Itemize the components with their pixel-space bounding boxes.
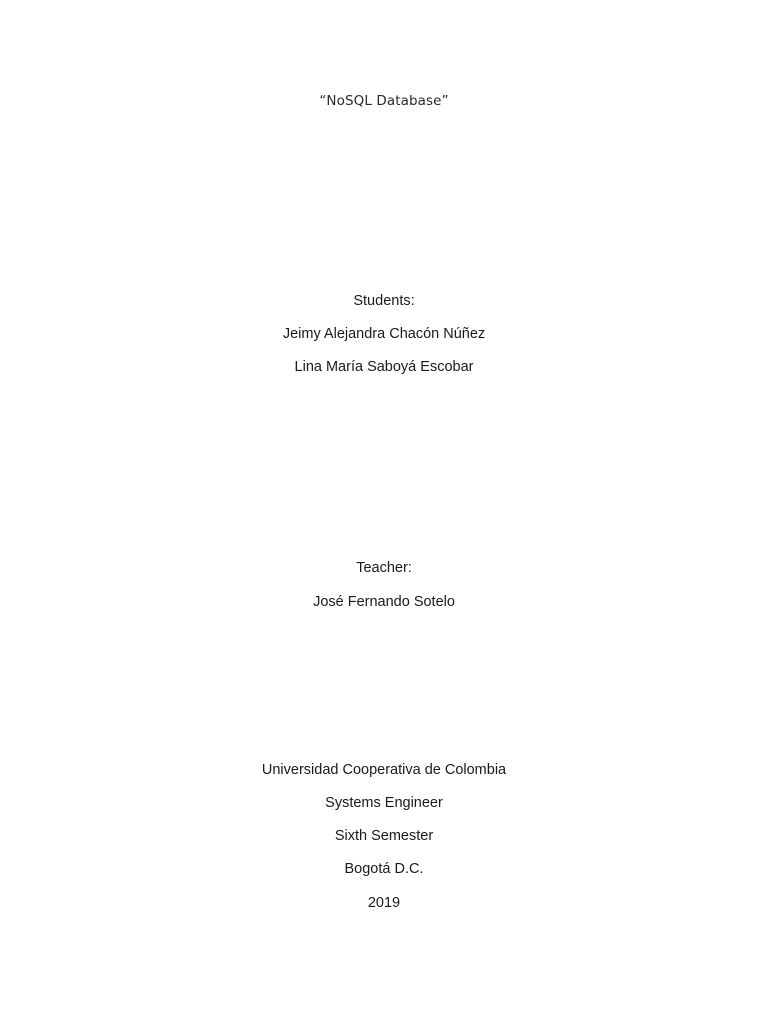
program-name: Systems Engineer [325,795,443,811]
city: Bogotá D.C. [344,861,424,877]
year: 2019 [367,895,401,911]
students-label: Students: [353,293,415,309]
student-name: Lina María Saboyá Escobar [294,359,474,375]
teacher-label: Teacher: [356,560,412,576]
document-title: “NoSQL Database” [319,93,449,109]
student-name: Jeimy Alejandra Chacón Núñez [282,326,486,342]
university-name: Universidad Cooperativa de Colombia [261,762,507,778]
semester: Sixth Semester [334,828,434,844]
teacher-name: José Fernando Sotelo [313,594,455,610]
